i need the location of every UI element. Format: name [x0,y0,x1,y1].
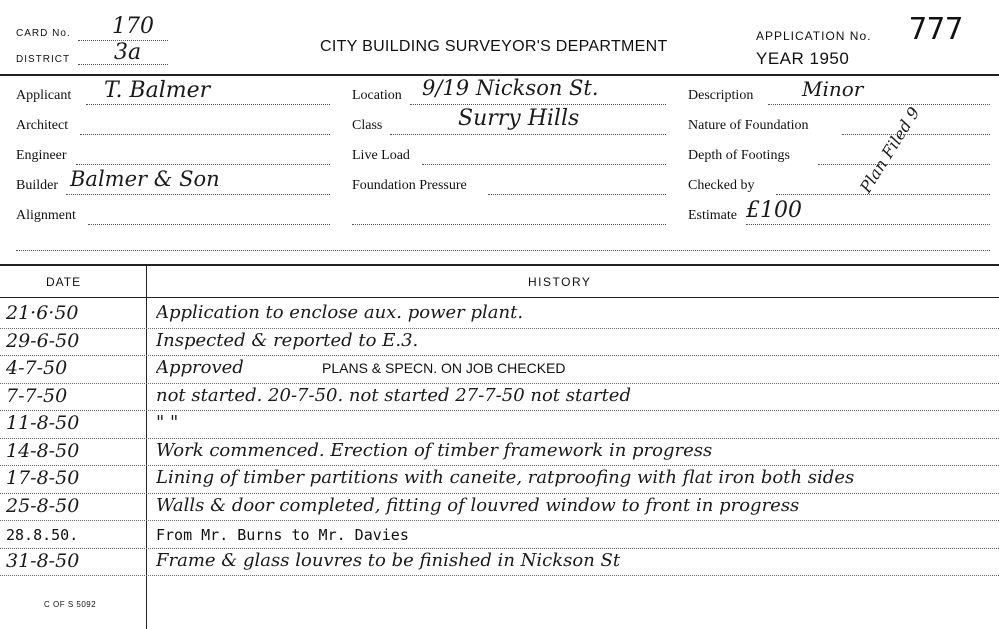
checked-by-line [776,194,990,195]
history-row-rule [0,383,999,384]
estimate-line [746,224,990,225]
history-row-date: 28.8.50. [6,526,79,544]
engineer-label: Engineer [16,148,67,163]
estimate-label: Estimate [688,208,737,223]
history-row-text: Inspected & reported to E.3. [156,329,419,351]
application-no-label: APPLICATION No. [756,29,872,43]
class-label: Class [352,118,383,133]
history-row-rule [0,438,999,439]
history-top-rule [0,264,999,266]
history-row-date: 25-8-50 [6,494,80,517]
alignment-line [88,224,330,225]
applicant-line [86,104,330,105]
history-row-date: 14-8-50 [6,439,80,462]
description-line [768,104,990,105]
history-row-date: 11-8-50 [6,412,80,434]
history-row-text: Walls & door completed, fitting of louvred window to front in progress [156,494,800,516]
description-label: Description [688,88,754,103]
location-value: 9/19 Nickson St. [422,76,599,100]
history-header-rule [0,297,999,298]
builder-line [66,194,330,195]
history-row-rule [0,328,999,329]
location-label: Location [352,88,402,103]
history-row-date: 17-8-50 [6,467,80,489]
history-row-date: 31-8-50 [6,549,80,572]
history-row-text: Approved [156,357,244,378]
department-title: CITY BUILDING SURVEYOR'S DEPARTMENT [320,38,668,55]
estimate-value: £100 [746,198,802,223]
depth-of-footings-label: Depth of Footings [688,148,790,163]
history-row-text: not started. 20-7-50. not started 27-7-50 not started [156,384,631,406]
district-label: DISTRICT [16,54,71,65]
class-line [390,134,666,135]
depth-of-footings-line [818,164,990,165]
location-line [410,104,666,105]
date-header: DATE [46,275,82,289]
live-load-label: Live Load [352,148,410,163]
card-no-value: 170 [112,14,154,39]
plan-filed-note: Plan Filed 9 [856,103,924,197]
alignment-label: Alignment [16,208,76,223]
checked-by-label: Checked by [688,178,755,193]
architect-label: Architect [16,118,69,133]
history-row-stamp: PLANS & SPECN. ON JOB CHECKED [322,360,566,376]
form-code: C OF S 5092 [44,600,97,609]
year-label: YEAR 1950 [756,49,850,68]
builder-value: Balmer & Son [70,167,220,191]
foundation-pressure-label: Foundation Pressure [352,178,467,193]
class-value: Surry Hills [458,106,580,131]
history-row-text: From Mr. Burns to Mr. Davies [156,526,409,544]
history-row-rule [0,355,999,356]
history-header: HISTORY [528,275,592,289]
history-row-rule [0,575,999,576]
history-row-text: Work commenced. Erection of timber framework in progress [156,439,713,461]
architect-line [80,134,330,135]
history-row-date: 21·6·50 [6,302,79,324]
nature-of-foundation-line [842,134,990,135]
card-no-label: CARD No. [16,28,71,39]
history-row-text: Frame & glass louvres to be finished in Nickson St [156,549,621,571]
nature-of-foundation-label: Nature of Foundation [688,118,809,133]
column2-blank-line [352,224,666,225]
foundation-pressure-line [488,194,666,195]
history-row-rule [0,520,999,521]
description-value: Minor [802,77,864,101]
applicant-value: T. Balmer [104,78,211,103]
engineer-line [76,164,330,165]
applicant-label: Applicant [16,88,72,103]
history-row-rule [0,465,999,466]
live-load-line [422,164,666,165]
fields-bottom-line [16,250,990,251]
district-value: 3a [114,40,142,65]
application-no-value: 777 [909,12,964,47]
history-row-text: Lining of timber partitions with caneite, ratproofing with flat iron both sides [156,467,855,488]
history-row-text: Application to enclose aux. power plant. [156,302,524,323]
history-row-text: " " [156,412,179,433]
builder-label: Builder [16,178,58,193]
history-row-date: 29-6-50 [6,329,80,352]
history-row-rule [0,548,999,549]
history-row-date: 7-7-50 [6,384,68,407]
history-row-rule [0,410,999,411]
history-row-date: 4-7-50 [6,357,68,379]
history-row-rule [0,493,999,494]
